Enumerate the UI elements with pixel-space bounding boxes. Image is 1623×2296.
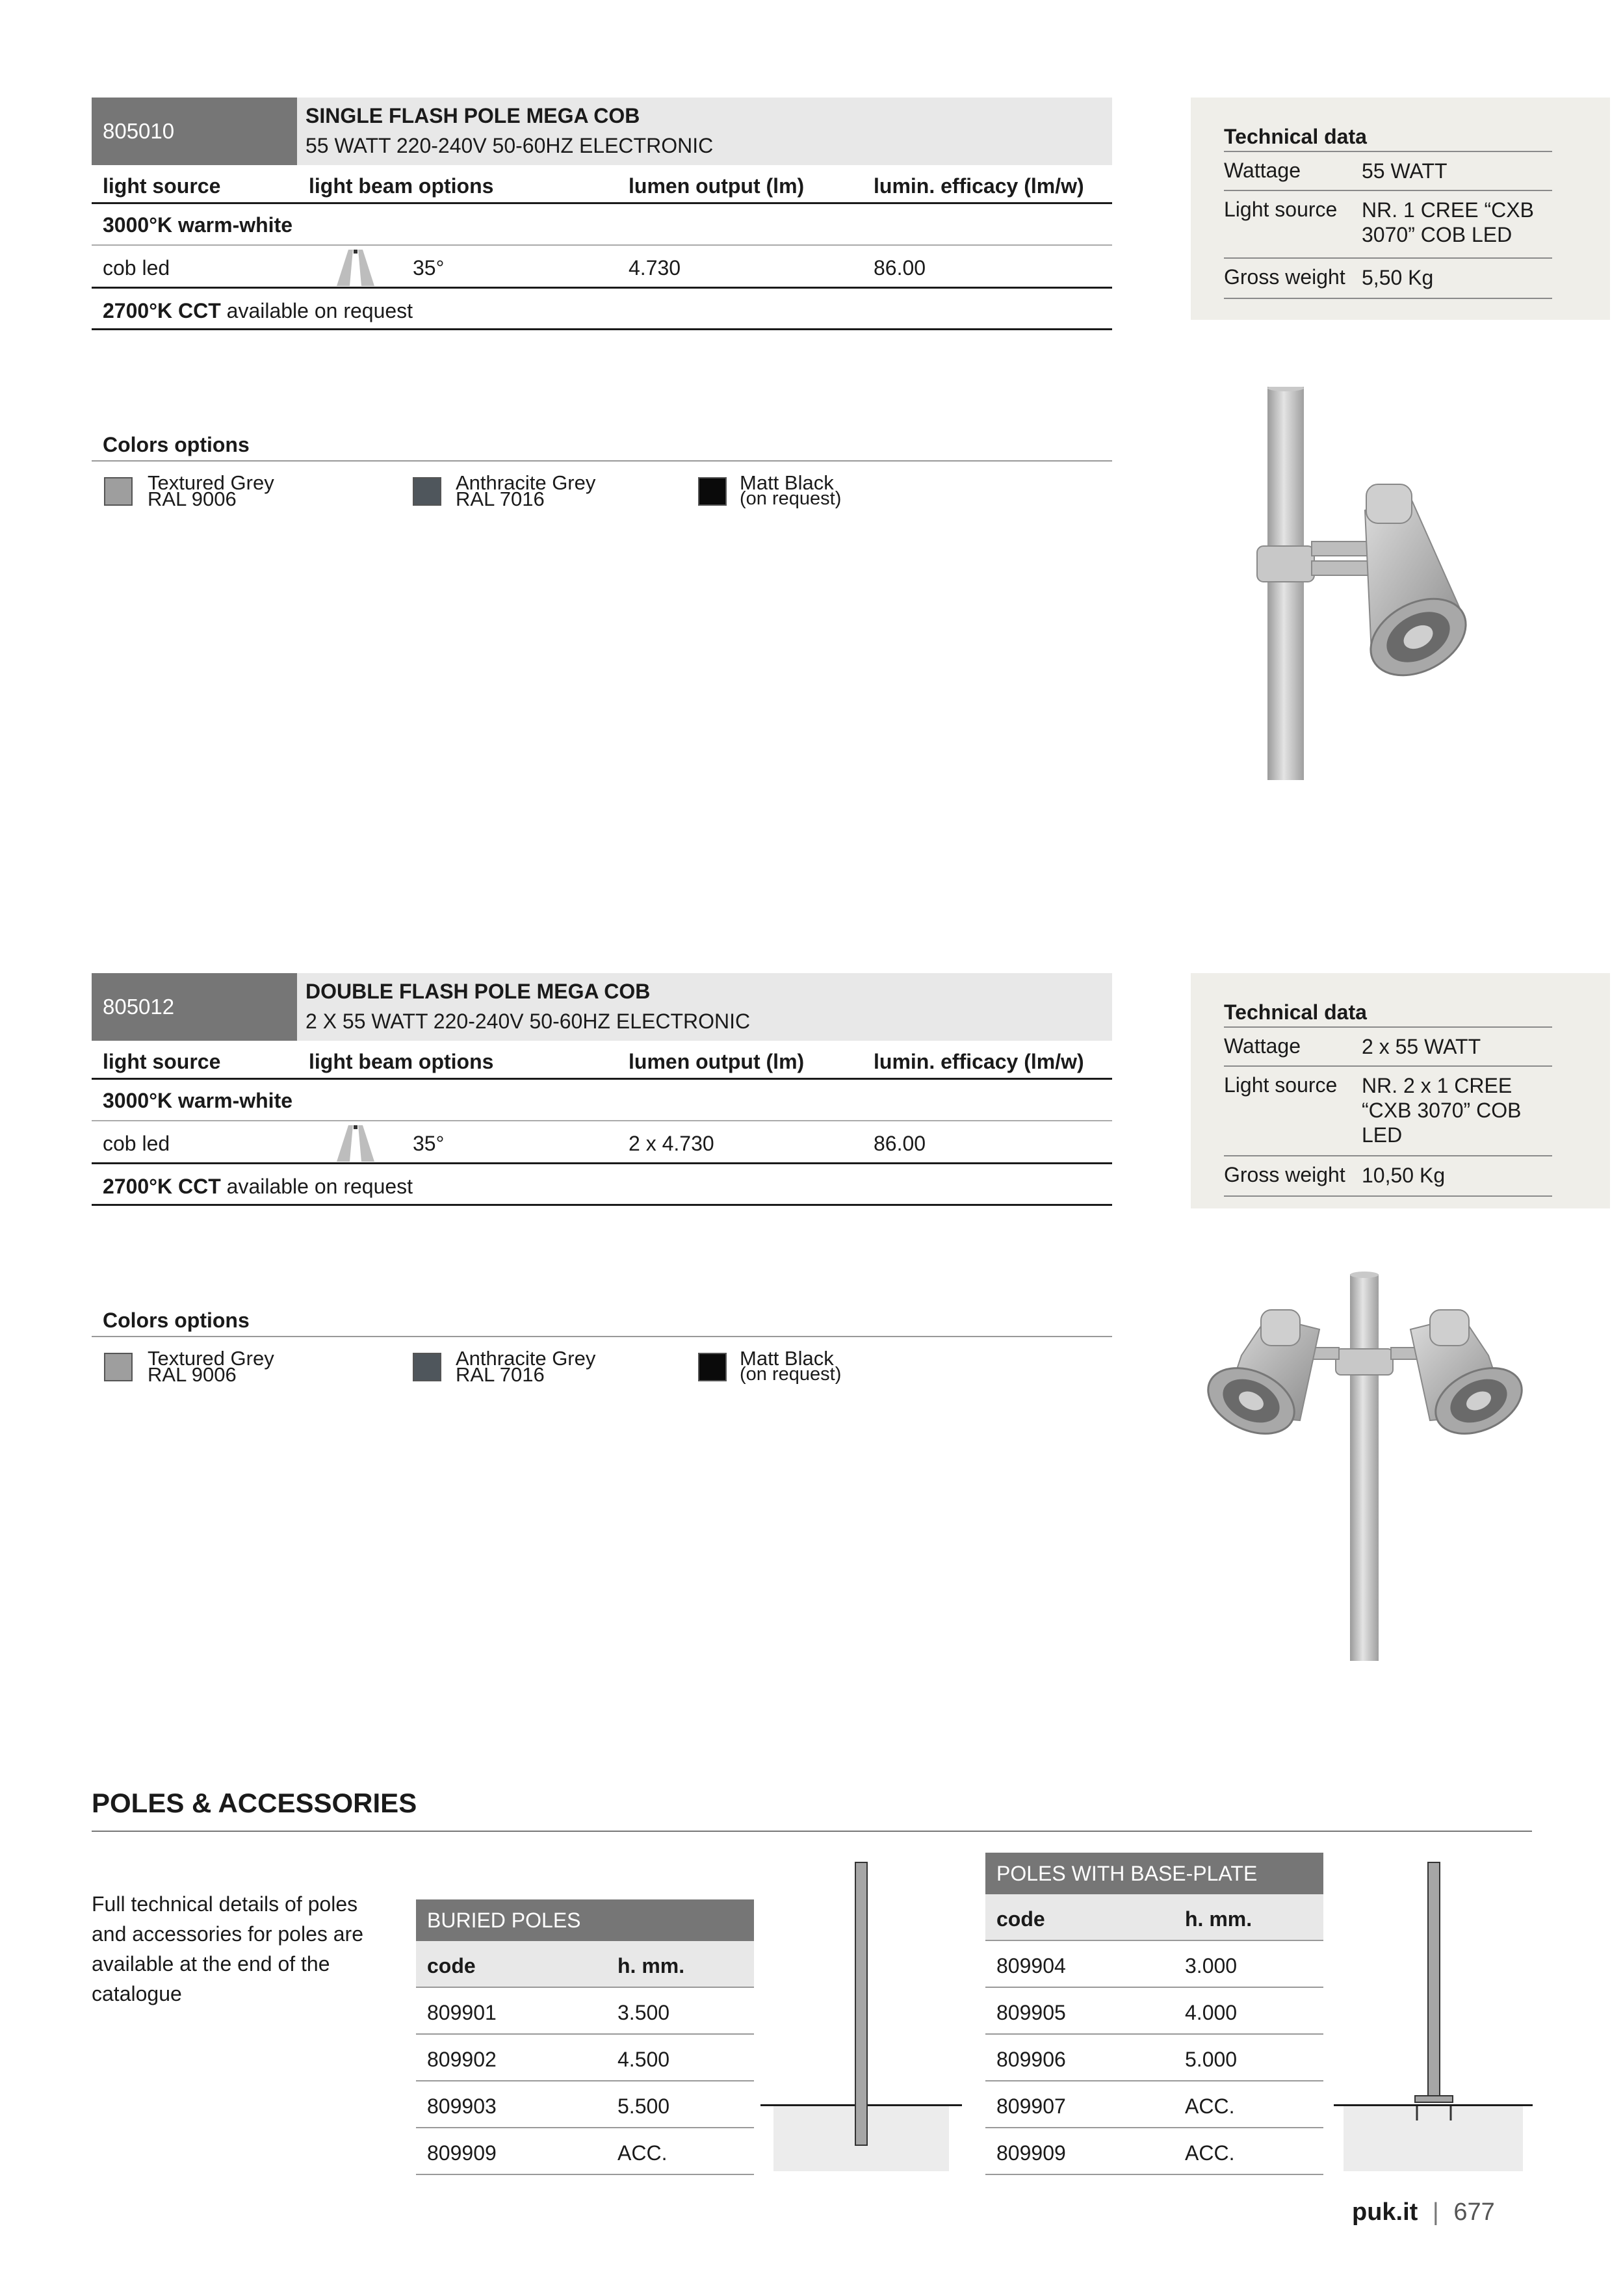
double-pole-lamp-image	[1202, 1271, 1527, 1661]
technical-data-panel-2	[1191, 973, 1610, 1208]
swatch-anthracite-grey	[413, 1353, 441, 1381]
footer-separator: |	[1432, 2198, 1439, 2226]
baseplate-pole-diagram	[1334, 1859, 1533, 2171]
tech-title: Technical data	[1224, 993, 1552, 1028]
row-height: 5.000	[1185, 2048, 1238, 2071]
col-lumen-output: lumen output (lm)	[629, 174, 805, 198]
row-height: 3.500	[617, 2001, 670, 2024]
group-row	[92, 1080, 1112, 1121]
tech-value: NR. 2 x 1 CREE “CXB 3070” COB LED	[1362, 1074, 1522, 1147]
tech-key: Light source	[1224, 1073, 1338, 1097]
table-row	[985, 2128, 1323, 2175]
row-height: ACC.	[1185, 2141, 1235, 2165]
product-code: 805012	[92, 973, 297, 1041]
tech-value: 55 WATT	[1362, 159, 1448, 183]
beam-angle-icon	[335, 248, 376, 286]
color-name: Anthracite Grey	[456, 1347, 596, 1370]
color-label-anthracite-grey	[456, 471, 596, 510]
cct-row	[92, 1164, 1112, 1206]
tech-value: NR. 1 CREE “CXB 3070” COB LED	[1362, 198, 1534, 246]
row-code: 809904	[996, 1954, 1066, 1977]
tech-key: Gross weight	[1224, 1163, 1345, 1186]
data-row	[92, 246, 1112, 289]
col-light-beam: light beam options	[309, 1050, 494, 1073]
row-height: 5.500	[617, 2094, 670, 2118]
row-code: 809903	[427, 2094, 497, 2118]
cct-row	[92, 289, 1112, 330]
cct-note	[103, 299, 413, 323]
row-code: 809902	[427, 2048, 497, 2071]
single-pole-lamp-image	[1241, 387, 1514, 780]
color-ral: RAL 9006	[148, 1363, 237, 1386]
buried-pole-diagram	[760, 1859, 962, 2171]
product-code: 805010	[92, 98, 297, 165]
colors-options-2	[92, 1305, 1112, 1386]
color-label-anthracite-grey	[456, 1347, 596, 1386]
row-height: 4.000	[1185, 2001, 1238, 2024]
col-code: code	[427, 1954, 476, 1977]
product-805010-table	[92, 98, 1112, 330]
product-title: DOUBLE FLASH POLE MEGA COB	[305, 980, 651, 1003]
color-label-matt-black	[740, 1347, 842, 1385]
tech-value: 10,50 Kg	[1362, 1164, 1446, 1187]
light-source-value: cob led	[103, 1132, 170, 1155]
cct-note	[103, 1175, 413, 1199]
efficacy-value: 86.00	[874, 1132, 926, 1155]
column-headers	[92, 1041, 1112, 1080]
group-label: 3000°K warm-white	[103, 213, 293, 237]
poles-section-title	[92, 1788, 1532, 1832]
col-light-source: light source	[103, 174, 221, 198]
baseplate-poles-title: POLES WITH BASE-PLATE	[985, 1853, 1323, 1894]
tech-row-wattage	[1224, 1028, 1552, 1067]
col-height: h. mm.	[1185, 1907, 1253, 1931]
col-lumen-output: lumen output (lm)	[629, 1050, 805, 1073]
colors-options-1	[92, 429, 1112, 510]
row-code: 809907	[996, 2094, 1066, 2118]
brand-url: puk.it	[1352, 2198, 1418, 2226]
group-label: 3000°K warm-white	[103, 1089, 293, 1112]
tech-value: 5,50 Kg	[1362, 266, 1434, 289]
row-code: 809909	[996, 2141, 1066, 2165]
efficacy-value: 86.00	[874, 256, 926, 280]
row-code: 809901	[427, 2001, 497, 2024]
group-row	[92, 204, 1112, 246]
row-height: ACC.	[617, 2141, 668, 2165]
table-row	[416, 2035, 754, 2081]
swatch-matt-black	[698, 1353, 727, 1381]
product-subtitle: 2 X 55 WATT 220-240V 50-60HZ ELECTRONIC	[305, 1010, 751, 1033]
color-note: (on request)	[740, 488, 842, 509]
buried-poles-title: BURIED POLES	[416, 1899, 754, 1941]
swatch-matt-black	[698, 477, 727, 506]
row-height: ACC.	[1185, 2094, 1235, 2118]
col-light-beam: light beam options	[309, 174, 494, 198]
table-row	[985, 2081, 1323, 2128]
colors-title: Colors options	[92, 429, 1112, 462]
data-row	[92, 1121, 1112, 1164]
tech-row-wattage	[1224, 152, 1552, 191]
table-row	[416, 2081, 754, 2128]
col-code: code	[996, 1907, 1045, 1931]
swatch-textured-grey	[104, 1353, 133, 1381]
tech-title: Technical data	[1224, 117, 1552, 152]
swatch-textured-grey	[104, 477, 133, 506]
lumen-value: 4.730	[629, 256, 681, 280]
color-ral: RAL 9006	[148, 488, 237, 510]
product-805012-table	[92, 973, 1112, 1206]
technical-data-panel-1	[1191, 98, 1610, 320]
col-height: h. mm.	[617, 1954, 685, 1977]
row-code: 809905	[996, 2001, 1066, 2024]
tech-key: Wattage	[1224, 1034, 1301, 1058]
light-source-value: cob led	[103, 256, 170, 280]
tech-key: Wattage	[1224, 159, 1301, 182]
table-row	[985, 2035, 1323, 2081]
column-headers	[92, 165, 1112, 204]
cct-bold: 2700°K CCT	[103, 1175, 221, 1198]
product-title-box	[297, 973, 1112, 1041]
product-title: SINGLE FLASH POLE MEGA COB	[305, 104, 640, 127]
swatch-anthracite-grey	[413, 477, 441, 506]
row-code: 809909	[427, 2141, 497, 2165]
product-header	[92, 98, 1112, 165]
col-efficacy: lumin. efficacy (lm/w)	[874, 174, 1084, 198]
buried-poles-table	[416, 1899, 754, 2175]
tech-row-light-source	[1224, 1067, 1552, 1156]
colors-title: Colors options	[92, 1305, 1112, 1337]
row-height: 4.500	[617, 2048, 670, 2071]
color-name: Matt Black	[740, 471, 834, 494]
beam-angle: 35°	[413, 256, 445, 280]
col-efficacy: lumin. efficacy (lm/w)	[874, 1050, 1084, 1073]
section-title-text: POLES & ACCESSORIES	[92, 1788, 417, 1818]
tech-key: Light source	[1224, 198, 1338, 221]
color-name: Textured Grey	[148, 471, 274, 494]
product-header	[92, 973, 1112, 1041]
color-ral: RAL 7016	[456, 488, 545, 510]
color-label-textured-grey	[148, 471, 274, 510]
beam-angle-icon	[335, 1124, 376, 1162]
col-light-source: light source	[103, 1050, 221, 1073]
cct-rest: available on request	[226, 299, 413, 322]
tech-row-weight	[1224, 259, 1552, 299]
table-row	[416, 1988, 754, 2035]
row-code: 809906	[996, 2048, 1066, 2071]
color-label-textured-grey	[148, 1347, 274, 1386]
color-name: Textured Grey	[148, 1347, 274, 1370]
baseplate-poles-header	[985, 1894, 1323, 1941]
cct-bold: 2700°K CCT	[103, 299, 221, 322]
product-subtitle: 55 WATT 220-240V 50-60HZ ELECTRONIC	[305, 134, 714, 157]
tech-row-weight	[1224, 1156, 1552, 1197]
color-note: (on request)	[740, 1364, 842, 1385]
color-label-matt-black	[740, 471, 842, 509]
color-name: Anthracite Grey	[456, 471, 596, 494]
color-ral: RAL 7016	[456, 1363, 545, 1386]
table-row	[416, 2128, 754, 2175]
cct-rest: available on request	[226, 1175, 413, 1198]
tech-row-light-source	[1224, 191, 1552, 259]
row-height: 3.000	[1185, 1954, 1238, 1977]
tech-value: 2 x 55 WATT	[1362, 1035, 1481, 1058]
table-row	[985, 1941, 1323, 1988]
buried-poles-header	[416, 1941, 754, 1988]
lumen-value: 2 x 4.730	[629, 1132, 714, 1155]
page-footer	[1352, 2198, 1495, 2226]
poles-note: Full technical details of poles and accessories for poles are available at the end of the catalogue	[92, 1892, 363, 2005]
baseplate-poles-table	[985, 1853, 1323, 2175]
page-number: 677	[1453, 2198, 1495, 2226]
product-title-box	[297, 98, 1112, 165]
tech-key: Gross weight	[1224, 265, 1345, 289]
table-row	[985, 1988, 1323, 2035]
color-name: Matt Black	[740, 1347, 834, 1370]
beam-angle: 35°	[413, 1132, 445, 1155]
